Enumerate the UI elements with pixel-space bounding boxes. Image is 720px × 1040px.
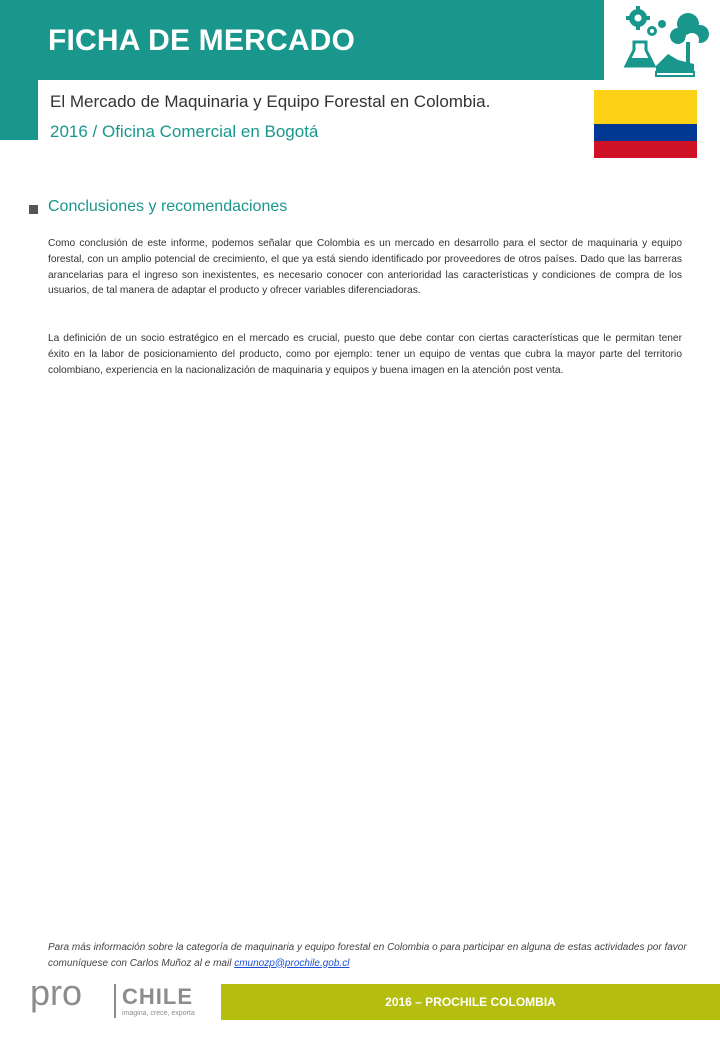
- flag-red-stripe: [594, 141, 697, 158]
- year-office: 2016 / Oficina Comercial en Bogotá: [50, 122, 319, 141]
- gear-icon: [626, 6, 650, 30]
- footer-note: [48, 940, 688, 971]
- footer-band-label: 2016 – PROCHILE COLOMBIA: [385, 995, 556, 1009]
- logo-divider: [114, 984, 116, 1018]
- paragraph-strategic-partner: La definición de un socio estratégico en el mercado es crucial, puesto que debe contar con ciertas características que le permitan tener éxito en la labor de posicionamiento del producto, como por ejemplo: tener un equipo de ventas que cubra la mayor parte del territorio colombiano, experiencia en la nacionalización de maquinaria y equipos y buena imagen en la atención post venta.: [48, 333, 682, 376]
- footer-note-text: Para más información sobre la categoría de maquinaria y equipo forestal en Colombia o para participar en alguna de estas actividades por favor comuníquese con Carlos Muñoz al e mail: [48, 942, 687, 969]
- flag-blue-stripe: [594, 124, 697, 141]
- colombia-flag-icon: [594, 90, 697, 158]
- logo-pro: pro: [30, 972, 83, 1013]
- logo-tagline: imagina, crece, exporta: [122, 1010, 195, 1017]
- page-title: FICHA DE MERCADO: [48, 24, 356, 57]
- tree-icon: [670, 13, 709, 64]
- header-side-accent: [0, 80, 38, 140]
- logo-chile: CHILE: [122, 984, 193, 1009]
- paragraph-conclusion: Como conclusión de este informe, podemos señalar que Colombia es un mercado en desarrollo para el sector de maquinaria y equipo forestal, con un amplio potencial de crecimiento, el que ya está siendo identificado por proveedores de otros países. Dado que las barreras arancelarias para el ingreso son inexistentes, es necesario conocer con anterioridad las características y condiciones de compra de los usuarios, de tal manera de adaptar el producto y ofrecer variables diferenciadoras.: [48, 238, 682, 297]
- flag-yellow-stripe: [594, 90, 697, 124]
- footer-band: [221, 984, 720, 1020]
- prochile-logo: [30, 972, 200, 1022]
- market-subtitle: El Mercado de Maquinaria y Equipo Forestal en Colombia.: [50, 92, 491, 111]
- section-title: Conclusiones y recomendaciones: [48, 198, 288, 215]
- section-bullet-icon: [29, 205, 38, 214]
- flask-icon: [626, 42, 654, 66]
- gears-lab-tree-icon: [616, 4, 716, 84]
- contact-email-link[interactable]: cmunozp@prochile.gob.cl: [234, 957, 350, 969]
